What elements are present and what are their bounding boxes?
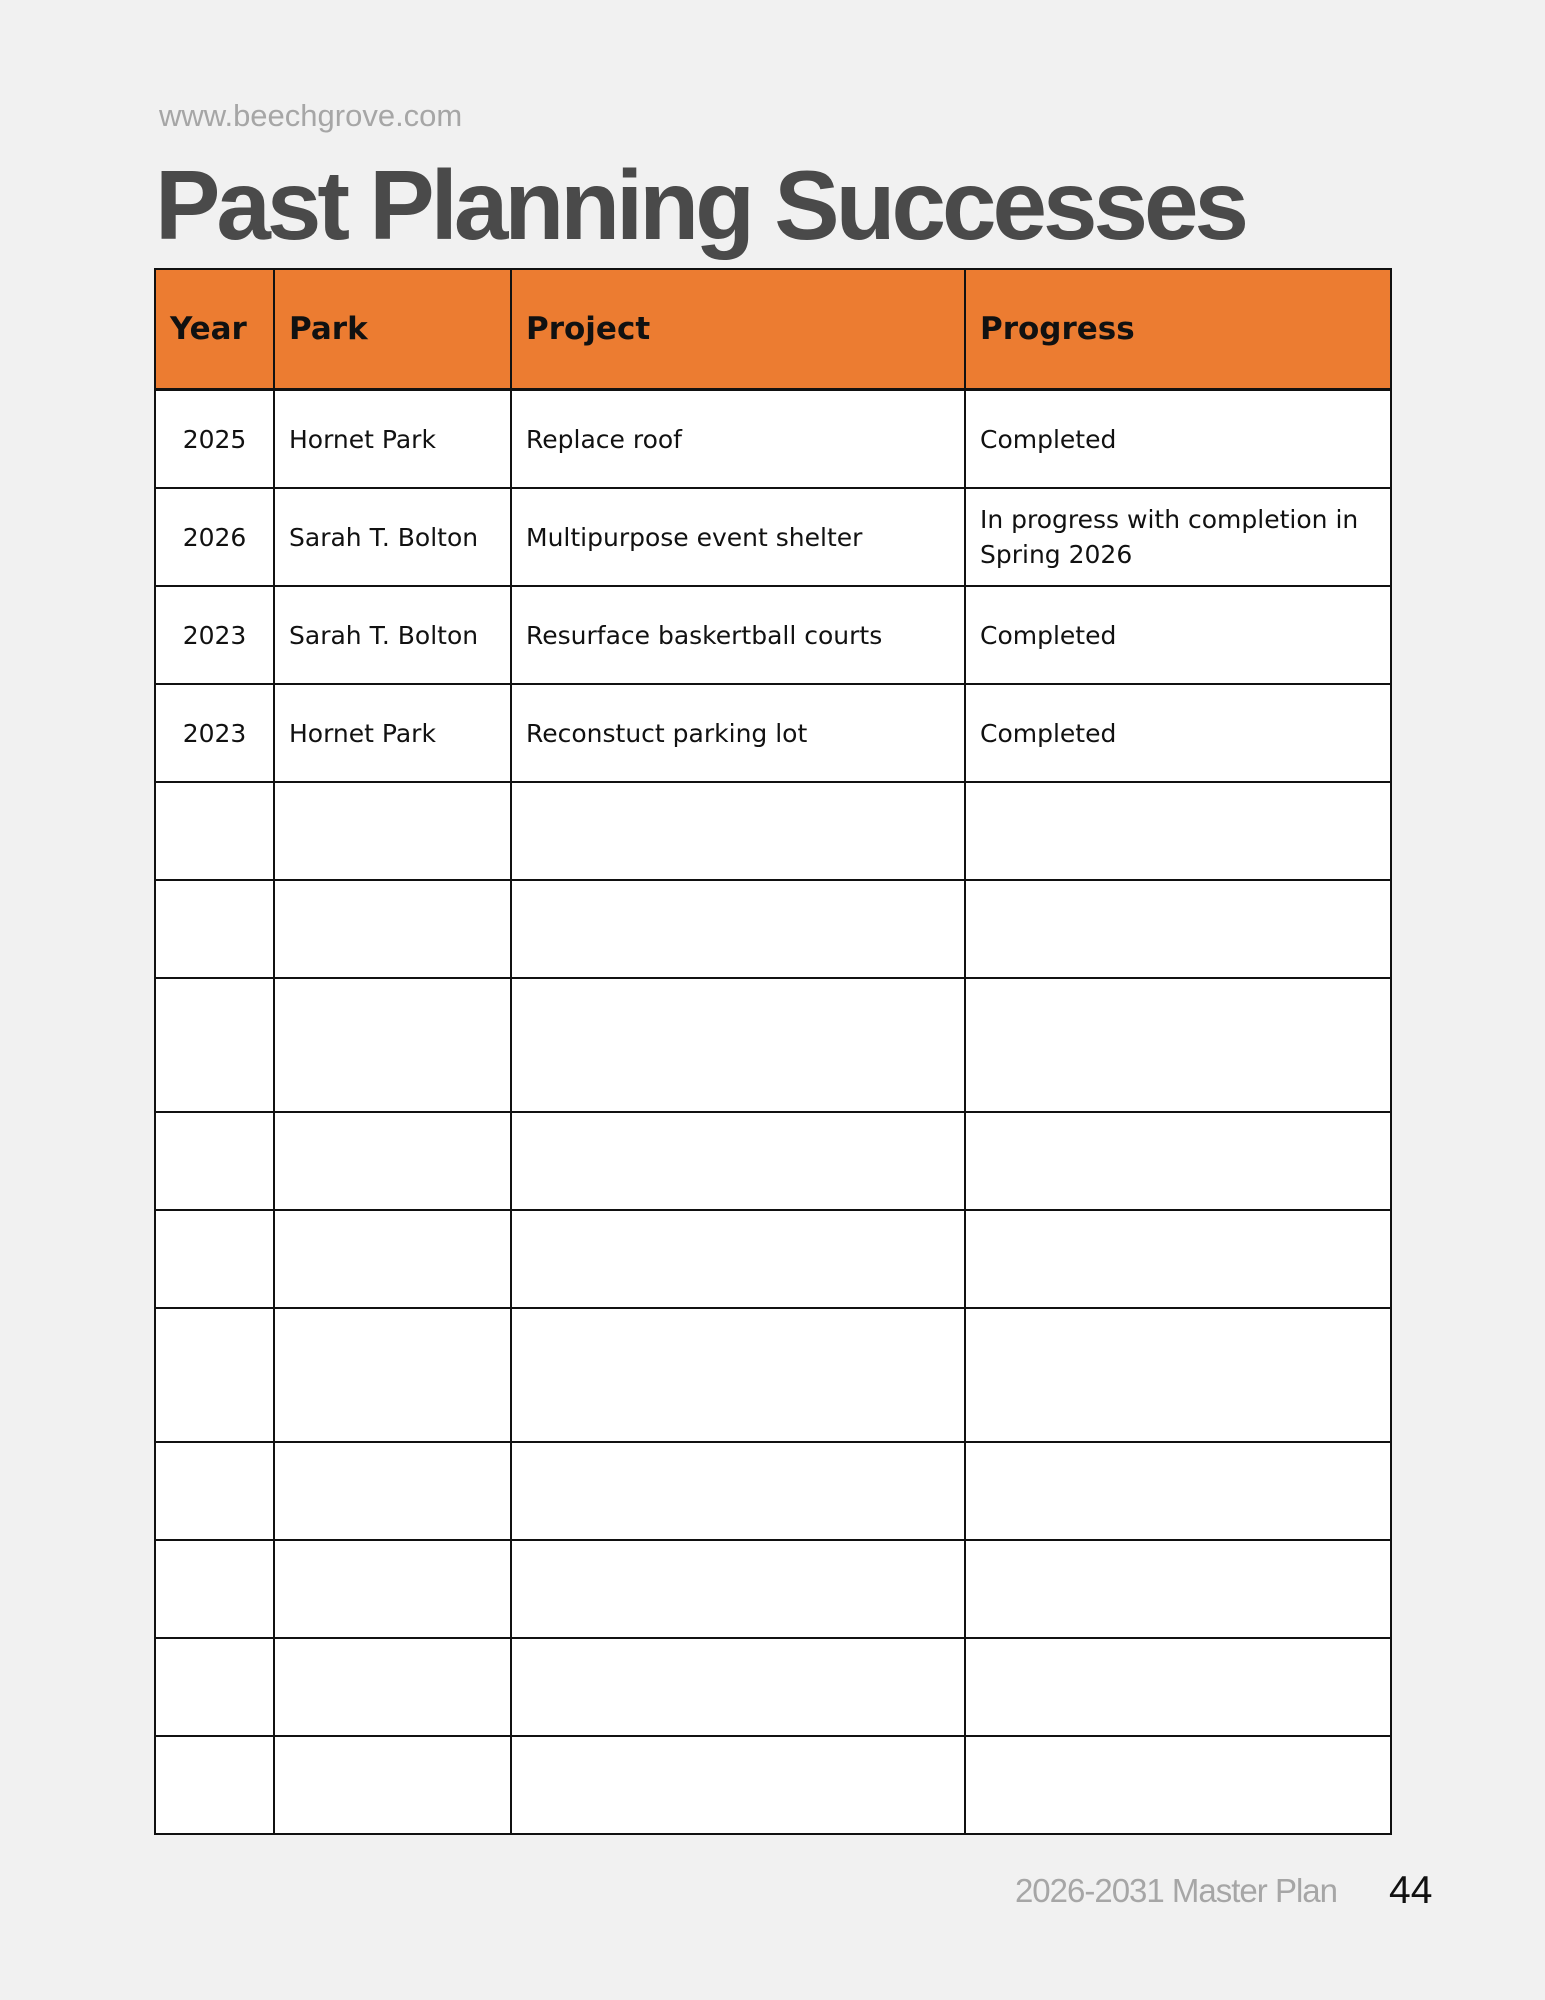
cell-park: Hornet Park: [274, 684, 511, 782]
empty-table-row: [155, 1112, 1391, 1210]
cell-progress: Completed: [965, 684, 1391, 782]
empty-cell: [274, 1540, 511, 1638]
empty-table-row: [155, 1736, 1391, 1834]
footer-plan-label: 2026-2031 Master Plan: [1014, 1872, 1337, 1909]
empty-cell: [274, 1736, 511, 1834]
empty-table-row: [155, 1540, 1391, 1638]
table-header-row: [155, 269, 1391, 390]
empty-cell: [511, 880, 965, 978]
empty-cell: [274, 1308, 511, 1442]
column-header-year: Year: [155, 269, 274, 390]
empty-table-row: [155, 1442, 1391, 1540]
column-header-progress: Progress: [965, 269, 1391, 390]
empty-cell: [155, 782, 274, 880]
empty-cell: [155, 978, 274, 1112]
empty-cell: [965, 1210, 1391, 1308]
empty-table-row: [155, 978, 1391, 1112]
empty-cell: [155, 1210, 274, 1308]
empty-cell: [155, 1442, 274, 1540]
empty-cell: [274, 1112, 511, 1210]
empty-cell: [155, 880, 274, 978]
empty-cell: [155, 1308, 274, 1442]
empty-cell: [965, 1540, 1391, 1638]
empty-cell: [965, 1442, 1391, 1540]
cell-year: 2023: [155, 684, 274, 782]
cell-year: 2025: [155, 390, 274, 489]
empty-cell: [965, 978, 1391, 1112]
empty-cell: [274, 1442, 511, 1540]
empty-table-row: [155, 1308, 1391, 1442]
cell-park: Hornet Park: [274, 390, 511, 489]
empty-table-row: [155, 782, 1391, 880]
empty-table-row: [155, 880, 1391, 978]
empty-table-row: [155, 1210, 1391, 1308]
cell-year: 2023: [155, 586, 274, 684]
table-row: [155, 684, 1391, 782]
empty-cell: [511, 1112, 965, 1210]
empty-cell: [511, 1308, 965, 1442]
page-title: Past Planning Successes: [155, 150, 1245, 260]
empty-cell: [965, 782, 1391, 880]
empty-cell: [965, 880, 1391, 978]
empty-cell: [511, 1540, 965, 1638]
empty-cell: [155, 1540, 274, 1638]
empty-cell: [965, 1308, 1391, 1442]
empty-cell: [274, 978, 511, 1112]
cell-progress: Completed: [965, 586, 1391, 684]
column-header-park: Park: [274, 269, 511, 390]
cell-project: Reconstuct parking lot: [511, 684, 965, 782]
planning-table-container: [154, 268, 1390, 1835]
empty-cell: [511, 782, 965, 880]
empty-cell: [274, 1210, 511, 1308]
cell-project: Multipurpose event shelter: [511, 488, 965, 586]
site-url: www.beechgrove.com: [159, 98, 463, 133]
cell-park: Sarah T. Bolton: [274, 488, 511, 586]
empty-cell: [274, 880, 511, 978]
empty-cell: [965, 1112, 1391, 1210]
empty-cell: [155, 1638, 274, 1736]
table-row: [155, 586, 1391, 684]
empty-cell: [511, 1736, 965, 1834]
empty-cell: [511, 1442, 965, 1540]
cell-park: Sarah T. Bolton: [274, 586, 511, 684]
cell-year: 2026: [155, 488, 274, 586]
cell-progress: Completed: [965, 390, 1391, 489]
table-row: [155, 488, 1391, 586]
cell-project: Resurface baskertball courts: [511, 586, 965, 684]
empty-cell: [511, 978, 965, 1112]
empty-cell: [511, 1210, 965, 1308]
empty-cell: [155, 1736, 274, 1834]
empty-cell: [274, 782, 511, 880]
page-number: 44: [1389, 1869, 1433, 1912]
empty-table-row: [155, 1638, 1391, 1736]
table-row: [155, 390, 1391, 489]
empty-cell: [511, 1638, 965, 1736]
cell-progress: In progress with completion in Spring 2026: [965, 488, 1391, 586]
column-header-project: Project: [511, 269, 965, 390]
empty-cell: [965, 1736, 1391, 1834]
cell-project: Replace roof: [511, 390, 965, 489]
empty-cell: [274, 1638, 511, 1736]
planning-table: [154, 268, 1392, 1835]
empty-cell: [965, 1638, 1391, 1736]
empty-cell: [155, 1112, 274, 1210]
